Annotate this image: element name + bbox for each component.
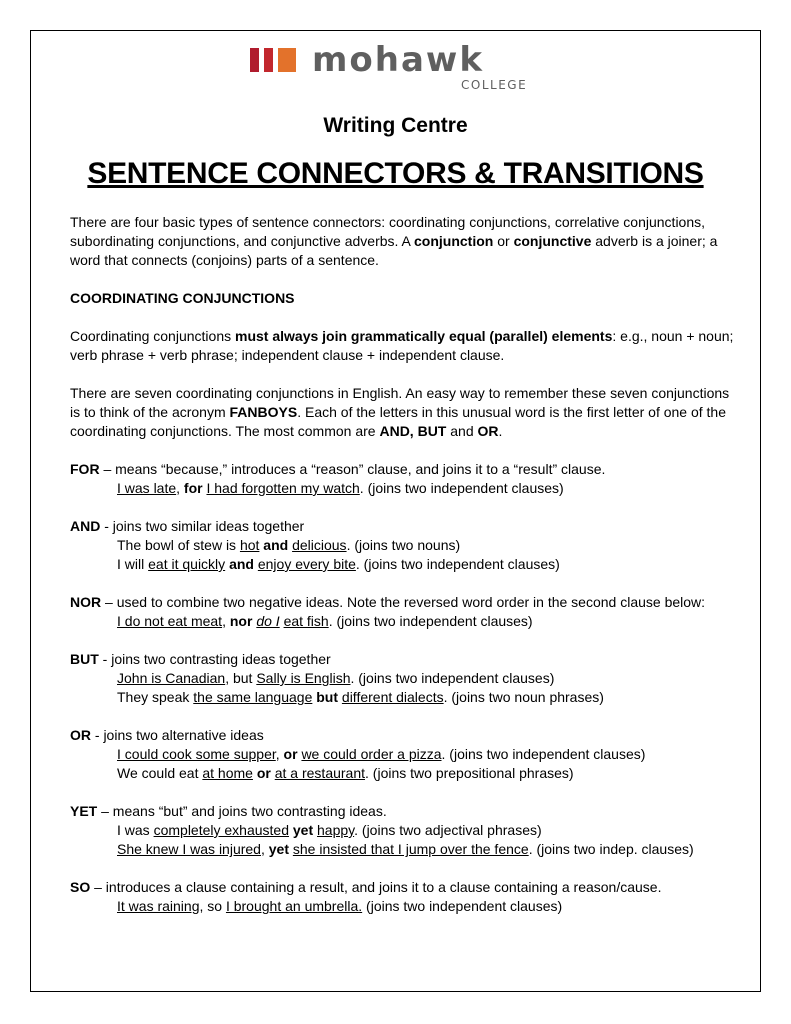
intro-paragraph: There are four basic types of sentence connectors: coordinating conjunctions, correlative conjunctions, subordinating conjunctions, and conjunctive adverbs. A conjunction or conjunctive adverb is a joiner; a word that connects (conjoins) parts of a sentence. <box>70 214 718 268</box>
mohawk-college-logo <box>250 40 540 96</box>
example-nor-1: I do not eat meat, nor do I eat fish. (joins two independent clauses) <box>117 613 533 629</box>
example-or-1: I could cook some supper, or we could order a pizza. (joins two independent clauses) <box>117 746 646 762</box>
example-but-1: John is Canadian, but Sally is English. (joins two independent clauses) <box>117 670 555 686</box>
parallel-elements-paragraph: Coordinating conjunctions must always join grammatically equal (parallel) elements: e.g., noun + noun; verb phrase + verb phrase; independent clause + independent clause. <box>70 328 734 363</box>
entry-so: SO – introduces a clause containing a result, and joins it to a clause containing a reason/cause. <box>70 879 662 895</box>
example-yet-1: I was completely exhausted yet happy. (joins two adjectival phrases) <box>117 822 542 838</box>
example-and-1: The bowl of stew is hot and delicious. (joins two nouns) <box>117 537 461 553</box>
document-body <box>70 213 740 916</box>
example-but-2: They speak the same language but different dialects. (joins two noun phrases) <box>117 689 604 705</box>
section-heading: COORDINATING CONJUNCTIONS <box>70 290 295 306</box>
entry-and: AND - joins two similar ideas together <box>70 518 305 534</box>
entry-or: OR - joins two alternative ideas <box>70 727 264 743</box>
example-for-1: I was late, for I had forgotten my watch. (joins two independent clauses) <box>117 480 564 496</box>
entry-for: FOR – means “because,” introduces a “reason” clause, and joins it to a “result” clause. <box>70 461 606 477</box>
fanboys-paragraph: There are seven coordinating conjunctions in English. An easy way to remember these seven conjunctions is to think of the acronym FANBOYS. Each of the letters in this unusual word is the first letter of one of the coordinating conjunctions. The most common are AND, BUT and OR. <box>70 385 730 439</box>
logo-bars-icon <box>250 48 306 72</box>
entry-but: BUT - joins two contrasting ideas together <box>70 651 331 667</box>
example-so-1: It was raining, so I brought an umbrella. (joins two independent clauses) <box>117 898 563 914</box>
example-yet-2: She knew I was injured, yet she insisted that I jump over the fence. (joins two indep. clauses) <box>117 841 694 857</box>
entry-nor: NOR – used to combine two negative ideas. Note the reversed word order in the second clause below: <box>70 594 706 610</box>
example-or-2: We could eat at home or at a restaurant. (joins two prepositional phrases) <box>117 765 574 781</box>
logo-subtitle: COLLEGE <box>461 78 528 92</box>
logo-wordmark: mohawk <box>312 40 484 80</box>
writing-centre-heading: Writing Centre <box>323 114 468 137</box>
entry-yet: YET – means “but” and joins two contrasting ideas. <box>70 803 387 819</box>
page-title: SENTENCE CONNECTORS & TRANSITIONS <box>87 157 704 190</box>
example-and-2: I will eat it quickly and enjoy every bite. (joins two independent clauses) <box>117 556 560 572</box>
